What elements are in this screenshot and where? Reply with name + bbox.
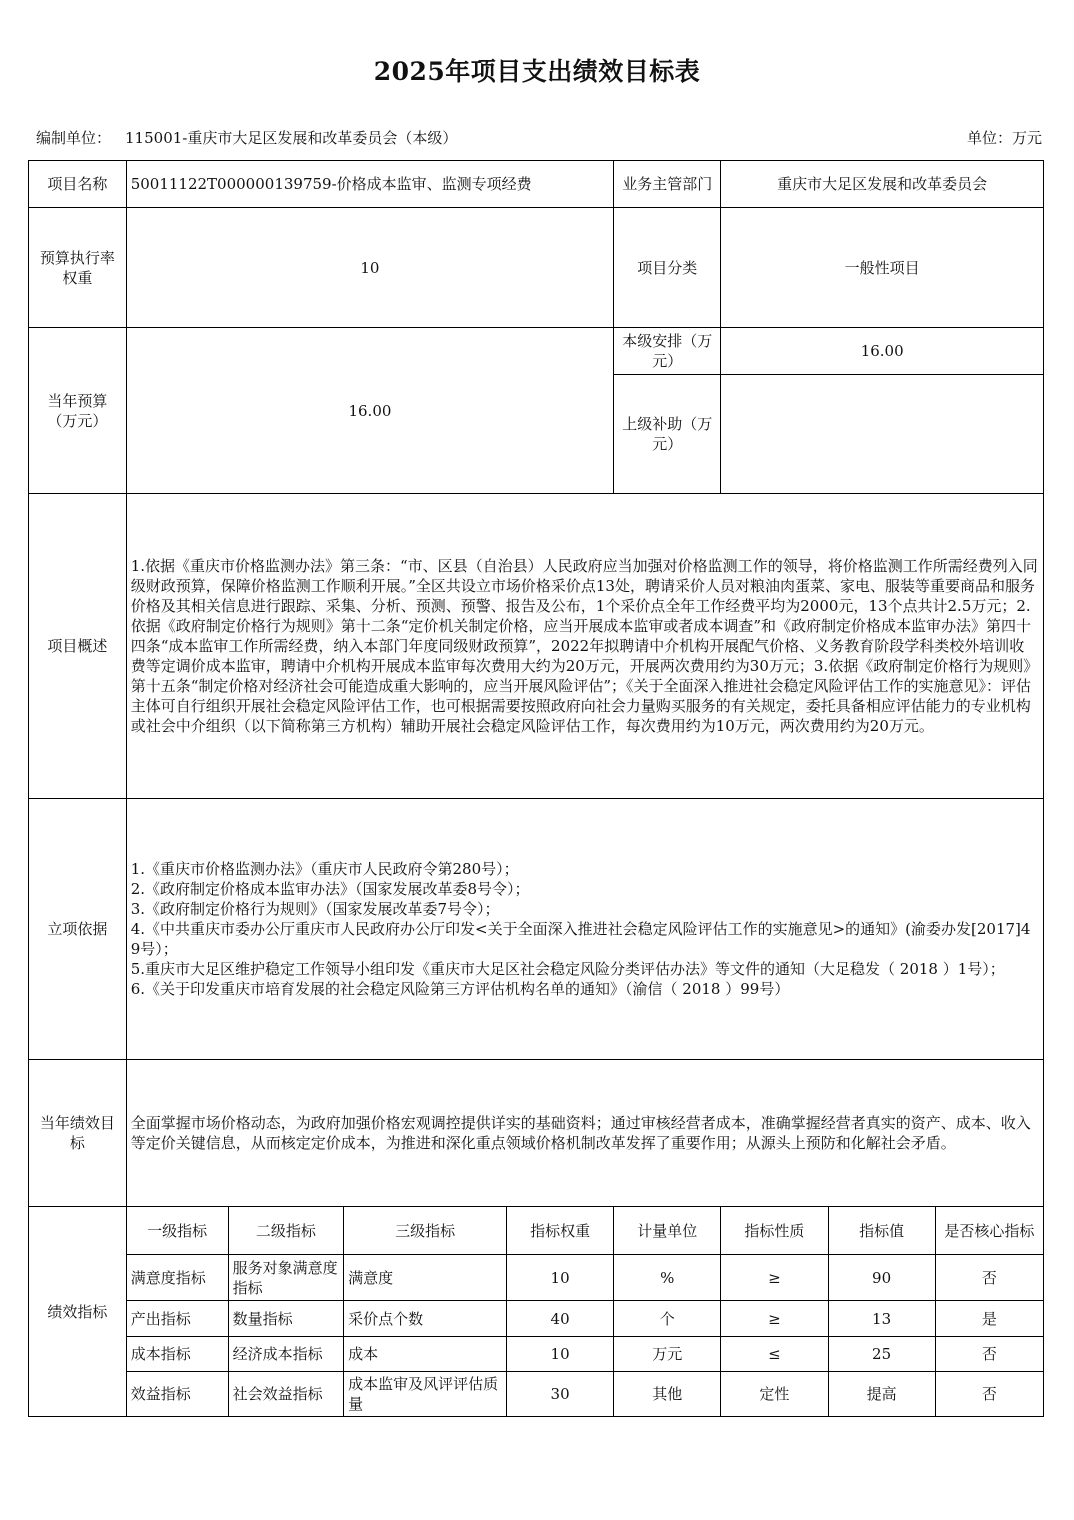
project-name-label: 项目名称 <box>29 161 127 208</box>
level2-cell: 经济成本指标 <box>228 1337 344 1372</box>
local-label: 本级安排（万元） <box>614 328 721 375</box>
level3-cell: 成本监审及风评评估质量 <box>344 1372 507 1417</box>
weight-cell: 10 <box>507 1337 614 1372</box>
dept-value: 重庆市大足区发展和改革委员会 <box>721 161 1044 208</box>
overview-label: 项目概述 <box>29 494 127 799</box>
basis-line: 1.《重庆市价格监测办法》（重庆市人民政府令第280号）； <box>130 860 519 878</box>
basis-line: 5.重庆市大足区维护稳定工作领导小组印发《重庆市大足区社会稳定风险分类评估办法》等文件的通知（大足稳发（ 2018 ）1号）； <box>130 960 1005 978</box>
upper-label: 上级补助（万元） <box>614 375 721 494</box>
unit-cell: 其他 <box>614 1372 721 1417</box>
level1-cell: 产出指标 <box>126 1301 228 1337</box>
indicator-header: 二级指标 <box>228 1207 344 1255</box>
core-cell: 否 <box>935 1337 1043 1372</box>
indicator-header: 指标值 <box>828 1207 935 1255</box>
project-name-row <box>29 161 1044 208</box>
basis-line: 6.《关于印发重庆市培育发展的社会稳定风险第三方评估机构名单的通知》（渝信（ 2018 ）99号） <box>130 980 790 998</box>
project-name-value: 50011122T000000139759-价格成本监审、监测专项经费 <box>126 161 613 208</box>
indicator-header: 指标性质 <box>721 1207 828 1255</box>
overview-text: 1.依据《重庆市价格监测办法》第三条：“市、区县（自治县）人民政府应当加强对价格监测工作的领导，将价格监测工作所需经费列入同级财政预算，保障价格监测工作顺利开展。”全区共设立市场价格采价点13处，聘请采价人员对粮油肉蛋菜、家电、服装等重要商品和服务价格及其相关信息进行跟踪、采集、分析、预测、预警、报告及公布，1个采价点全年工作经费平均为2000元，13个点共计2.5万元；2.依据《政府制定价格行为规则》第十二条“定价机关制定价格，应当开展成本监审或者成本调查”和《政府制定价格成本监审办法》第四十四条“成本监审工作所需经费，纳入本部门年度同级财政预算”，2022年拟聘请中介机构开展配气价格、义务教育阶段学科类校外培训收费等定调价成本监审，聘请中介机构开展成本监审每次费用大约为20万元，开展两次费用约为30万元；3.依据《政府制定价格行为规则》第十五条“制定价格对经济社会可能造成重大影响的，应当开展风险评估”；《关于全面深入推进社会稳定风险评估工作的实施意见》：评估主体可自行组织开展社会稳定风险评估工作，也可根据需要按照政府向社会力量购买服务的有关规定，委托具备相应评估能力的专业机构或社会中介组织（以下简称第三方机构）辅助开展社会稳定风险评估工作，每次费用约为10万元，两次费用约为20万元。 <box>126 494 1043 799</box>
performance-table <box>28 160 1044 1417</box>
table-row <box>29 1301 1044 1337</box>
unit-cell: % <box>614 1255 721 1301</box>
table-row <box>29 1372 1044 1417</box>
basis-label: 立项依据 <box>29 799 127 1060</box>
category-label: 项目分类 <box>614 208 721 328</box>
basis-line: 4.《中共重庆市委办公厅重庆市人民政府办公厅印发<关于全面深入推进社会稳定风险评估工作的实施意见>的通知》(渝委办发[2017]49号）； <box>130 920 1031 958</box>
indicator-header-row <box>29 1207 1044 1255</box>
level1-cell: 成本指标 <box>126 1337 228 1372</box>
budget-value: 16.00 <box>126 328 613 494</box>
indicators-label: 绩效指标 <box>29 1207 127 1417</box>
currency-unit: 单位：万元 <box>966 129 1042 147</box>
basis-line: 3.《政府制定价格行为规则》（国家发展改革委7号令）； <box>130 900 500 918</box>
nature-cell: ≥ <box>721 1255 828 1301</box>
indicator-header: 指标权重 <box>507 1207 614 1255</box>
weight-value: 10 <box>126 208 613 328</box>
budget-label: 当年预算（万元） <box>29 328 127 494</box>
goal-label: 当年绩效目标 <box>29 1060 127 1207</box>
level2-cell: 数量指标 <box>228 1301 344 1337</box>
compiling-unit-value: 115001-重庆市大足区发展和改革委员会（本级） <box>125 129 458 147</box>
level1-cell: 效益指标 <box>126 1372 228 1417</box>
goal-text: 全面掌握市场价格动态，为政府加强价格宏观调控提供详实的基础资料；通过审核经营者成本，准确掌握经营者真实的资产、成本、收入等定价关键信息，从而核定定价成本，为推进和深化重点领域价格机制改革发挥了重要作用；从源头上预防和化解社会矛盾。 <box>126 1060 1043 1207</box>
value-cell: 25 <box>828 1337 935 1372</box>
value-cell: 13 <box>828 1301 935 1337</box>
nature-cell: ≥ <box>721 1301 828 1337</box>
basis-row <box>29 799 1044 1060</box>
basis-lines <box>126 799 1043 1060</box>
basis-line: 2.《政府制定价格成本监审办法》（国家发展改革委8号令）； <box>130 880 530 898</box>
indicator-header: 三级指标 <box>344 1207 507 1255</box>
value-cell: 提高 <box>828 1372 935 1417</box>
compiling-unit <box>36 127 457 148</box>
page-title: 2025年项目支出绩效目标表 <box>373 57 701 86</box>
core-cell: 是 <box>935 1301 1043 1337</box>
weight-row <box>29 208 1044 328</box>
level2-cell: 社会效益指标 <box>228 1372 344 1417</box>
weight-cell: 40 <box>507 1301 614 1337</box>
table-row <box>29 1255 1044 1301</box>
local-value: 16.00 <box>721 328 1044 375</box>
indicator-header: 是否核心指标 <box>935 1207 1043 1255</box>
level3-cell: 满意度 <box>344 1255 507 1301</box>
indicator-header: 一级指标 <box>126 1207 228 1255</box>
category-value: 一般性项目 <box>721 208 1044 328</box>
table-row <box>29 1337 1044 1372</box>
indicator-header: 计量单位 <box>614 1207 721 1255</box>
level3-cell: 采价点个数 <box>344 1301 507 1337</box>
weight-cell: 10 <box>507 1255 614 1301</box>
compiling-unit-label: 编制单位： <box>36 129 112 147</box>
nature-cell: 定性 <box>721 1372 828 1417</box>
goal-row <box>29 1060 1044 1207</box>
nature-cell: ≤ <box>721 1337 828 1372</box>
core-cell: 否 <box>935 1255 1043 1301</box>
overview-row <box>29 494 1044 799</box>
dept-label: 业务主管部门 <box>614 161 721 208</box>
weight-label: 预算执行率权重 <box>29 208 127 328</box>
weight-cell: 30 <box>507 1372 614 1417</box>
level3-cell: 成本 <box>344 1337 507 1372</box>
budget-row-top <box>29 328 1044 375</box>
level2-cell: 服务对象满意度指标 <box>228 1255 344 1301</box>
core-cell: 否 <box>935 1372 1043 1417</box>
upper-value <box>721 375 1044 494</box>
unit-cell: 万元 <box>614 1337 721 1372</box>
value-cell: 90 <box>828 1255 935 1301</box>
level1-cell: 满意度指标 <box>126 1255 228 1301</box>
unit-cell: 个 <box>614 1301 721 1337</box>
